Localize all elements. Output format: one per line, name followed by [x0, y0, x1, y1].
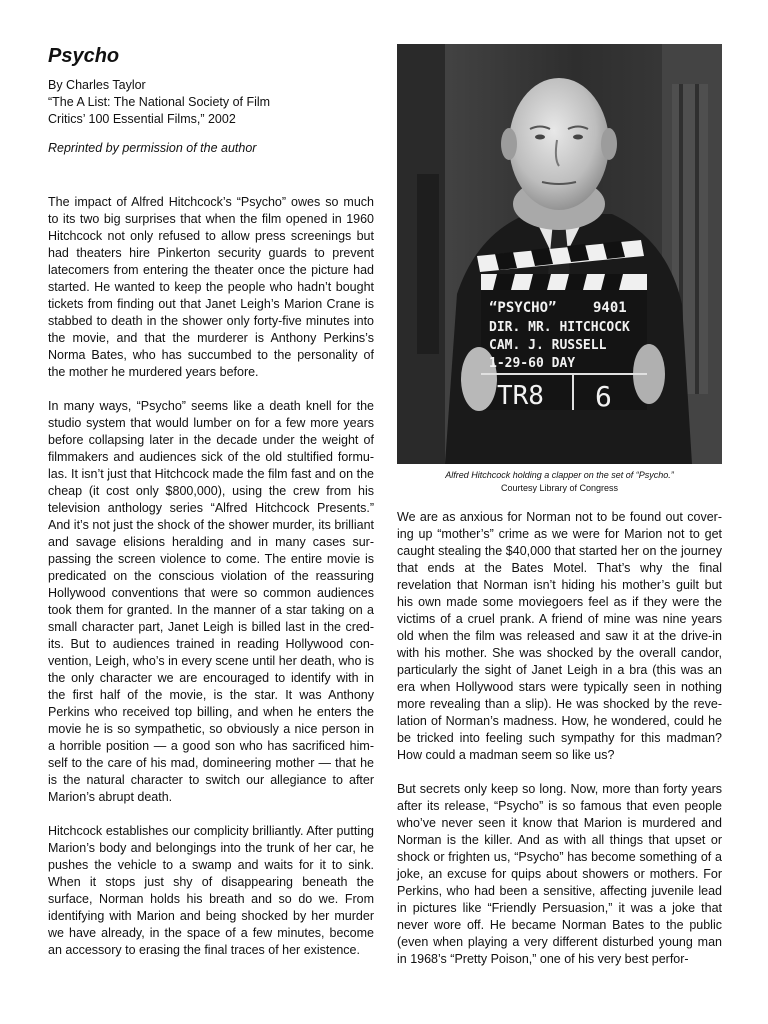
byline: By Charles Taylor	[48, 78, 146, 92]
body-paragraph: The impact of Alfred Hitchcock’s “Psycho” owes so much to its two big surprises that when the film opened in 1960 Hitchcock not only refused to allow press screenings but had theaters hire Pinkerton security guards to prevent latecomers from entering the theater once the picture had started. He wanted to keep the people who hadn’t bought tickets from finding out that Janet Leigh’s Marion Crane is stabbed to death in the shower only forty-five minutes into the movie, and that the murderer is Anthony Perkins’s Norma Bates, who has succumbed to the personality of the mother he murdered years before.	[48, 195, 374, 379]
body-paragraph: But secrets only keep so long. Now, more than forty years after its release, “Psycho” is so famous that even people who’ve never seen it know that Marion is murdered and Norman is the killer. And as with all things that upset or shock or frighten us, “Psycho” has become something of a joke, an excuse for quips about showers or mothers. For Perkins, who had been a sensitive, affecting juvenile lead in pictures like “Friendly Persuasion,” it was a joke that never wore off. He became Norman Bates to the public (even when playing a very different disturbed young man in 1968’s “Pretty Poison,” one of his very best perfor-	[397, 782, 722, 966]
article-title: Psycho	[48, 45, 120, 67]
clapper-director: DIR. MR. HITCHCOCK	[489, 320, 630, 335]
caption-credit: Courtesy Library of Congress	[500, 483, 619, 493]
photo-illustration	[397, 44, 722, 464]
body-paragraph: In many ways, “Psycho” seems like a death knell for the studio system that would lumber on for a few more years before collapsing later in the decade under the weight of filmmakers and audiences sick of the old stultified formulas. It isn’t just that Hitchcock made the film fast and on the cheap (it cost only $800,000), using the crew from his television anthology series “Alfred Hitchcock Presents.” And it’s not just the shock of the shower murder, its brilliant and savage elisions heralding and in many cases surpassing the screen violence to come. The entire movie is predicated on the conscious violation of the reassuring Hollywood conventions that were so common audiences took them for granted. In the manner of a star taking on a small character part, Janet Leigh is billed last in the credits. But to audiences trained in reading Hollywood convention, Leigh, who’s in every scene until her death, who is the only character we are encouraged to identify with in the first half of the movie, is the star. It was Anthony Perkins who received top billing, and when he enters the movie he is so sympathetic, so obviously a nice person in a horrible position — a good son who has sacrificed himself to the care of his mad, domineering mother — that he is the natural character to switch our allegiance to after Marion’s abrupt death.	[48, 399, 374, 804]
source-line-1: “The A List: The National Society of Film	[48, 95, 271, 109]
clapper-take: 6	[595, 380, 612, 413]
body-paragraph: Hitchcock establishes our complicity brilliantly. After putting Marion’s body and belongings into the trunk of her car, he pushes the vehicle to a swamp and waits for it to sink. When it stops just shy of disappearing beneath the surface, Norman holds his breath and so do we. From identifying with Marion and being shocked by her murder we have already, in the space of a few minutes, become an accessory to erasing the final traces of her existence.	[48, 824, 374, 957]
source-line-2: Critics’ 100 Essential Films,” 2002	[48, 112, 236, 126]
clapper-camera: CAM. J. RUSSELL	[489, 338, 607, 353]
left-column	[48, 44, 374, 959]
hitchcock-head	[509, 78, 609, 210]
photo-caption	[397, 469, 722, 495]
clapper-number: 9401	[593, 300, 627, 316]
clapper-date: 1-29-60 DAY	[489, 356, 576, 371]
right-column	[397, 44, 722, 968]
caption-line-1: Alfred Hitchcock holding a clapper on the set of “Psycho.”	[445, 470, 674, 480]
left-body	[48, 194, 374, 959]
right-body	[397, 509, 722, 968]
reprint-note: Reprinted by permission of the author	[48, 141, 257, 155]
body-paragraph: We are as anxious for Norman not to be found out covering up “mother’s” crime as we were for Marion not to get caught stealing the $40,000 that started her on the journey that ends at the Bates Motel. That’s why the final revelation that Norman isn’t hiding his mother’s guilt but his own made some moviegoers feel as if they were the victims of a cruel prank. A friend of mine was nine years old when the film was released and saw it at the drive-in with his mother. She was shocked by the overall candor, particularly the sight of Janet Leigh in a bra (this was an era when Hollywood stars were typically seen in nothing more revealing than a slip). He was shocked by the revelation of Norman’s madness. How, he wondered, could he be tricked into feeling such sympathy for this madman? How could a madman seem so like us?	[397, 510, 722, 762]
clapper-scene: TR8	[497, 381, 544, 411]
clapper-title: “PSYCHO”	[489, 300, 557, 316]
hitchcock-photo	[397, 44, 722, 464]
